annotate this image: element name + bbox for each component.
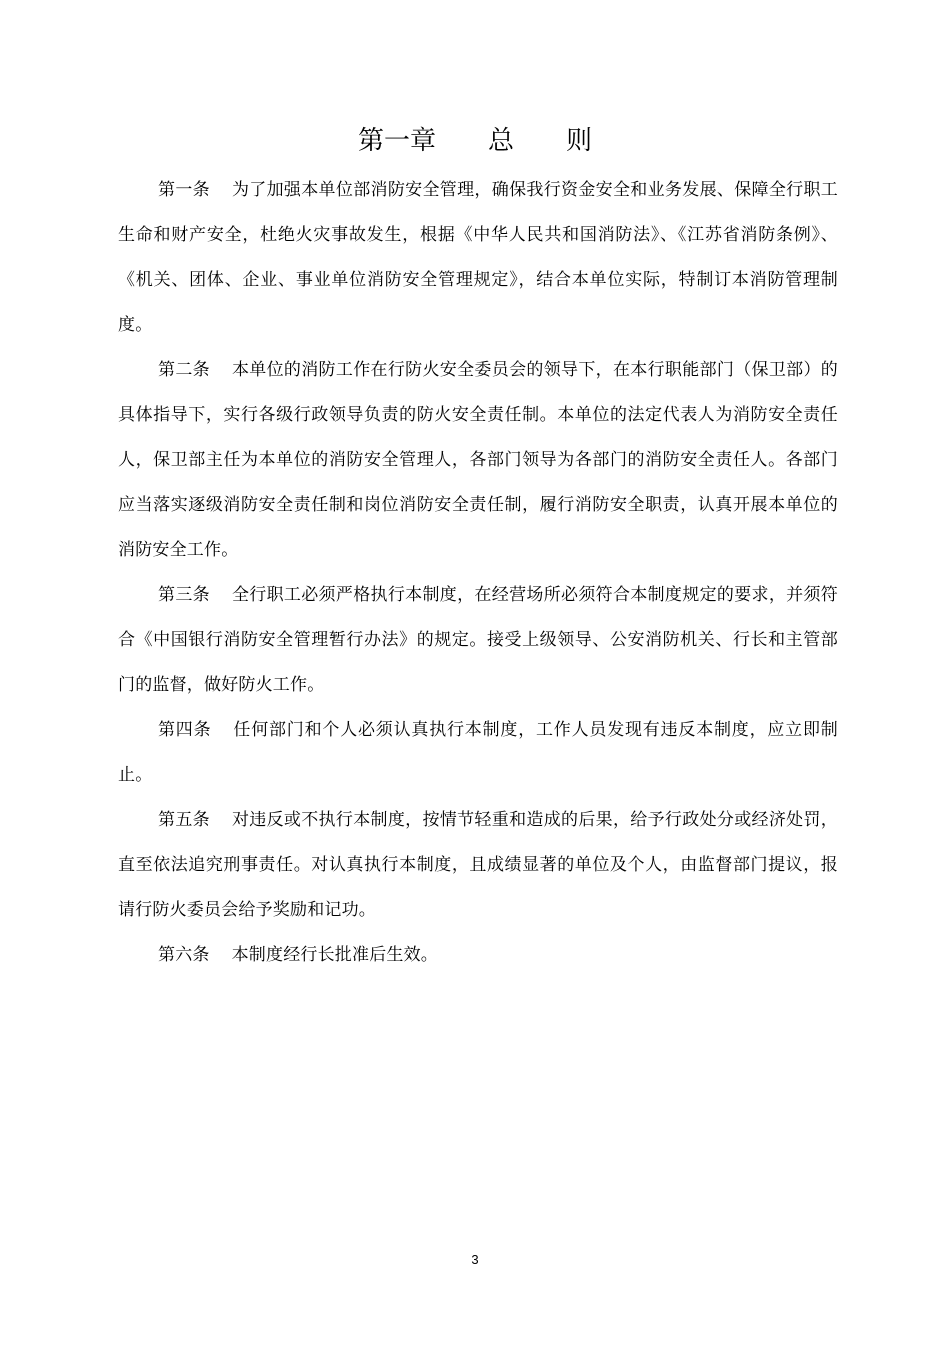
article-text: 为了加强本单位部消防安全管理，确保我行资金安全和业务发展、保障全行职工生命和财产安全，杜绝火灾事故发生，根据《中华人民共和国消防法》、《江苏省消防条例》、《机关、团体、企业、事业单位消防安全管理规定》，结合本单位实际，特制订本消防管理制度。: [118, 180, 839, 335]
article-1: [118, 168, 838, 348]
document-body: [118, 168, 838, 978]
article-number: 第五条: [158, 810, 210, 830]
article-text: 本制度经行长批准后生效。: [231, 945, 439, 965]
article-number: 第二条: [158, 360, 210, 380]
page-number: 3: [471, 1252, 479, 1267]
article-number: 第六条: [158, 945, 210, 965]
article-text: 本单位的消防工作在行防火安全委员会的领导下，在本行职能部门（保卫部）的具体指导下，实行各级行政领导负责的防火安全责任制。本单位的法定代表人为消防安全责任人，保卫部主任为本单位的消防安全管理人，各部门领导为各部门的消防安全责任人。各部门应当落实逐级消防安全责任制和岗位消防安全责任制，履行消防安全职责，认真开展本单位的消防安全工作。: [118, 360, 839, 560]
article-text: 全行职工必须严格执行本制度，在经营场所必须符合本制度规定的要求，并须符合《中国银行消防安全管理暂行办法》的规定。接受上级领导、公安消防机关、行长和主管部门的监督，做好防火工作。: [118, 585, 839, 695]
article-number: 第一条: [158, 180, 210, 200]
article-4: [118, 708, 838, 798]
article-3: [118, 573, 838, 708]
article-text: 对违反或不执行本制度，按情节轻重和造成的后果，给予行政处分或经济处罚，直至依法追究刑事责任。对认真执行本制度，且成绩显著的单位及个人，由监督部门提议，报请行防火委员会给予奖励和记功。: [118, 810, 839, 920]
article-number: 第三条: [158, 585, 210, 605]
article-number: 第四条: [158, 720, 212, 740]
article-text: 任何部门和个人必须认真执行本制度，工作人员发现有违反本制度，应立即制止。: [118, 720, 838, 785]
article-2: [118, 348, 838, 573]
article-5: [118, 798, 838, 933]
chapter-title: 第一章 总 则: [357, 126, 592, 156]
article-6: [118, 933, 838, 978]
